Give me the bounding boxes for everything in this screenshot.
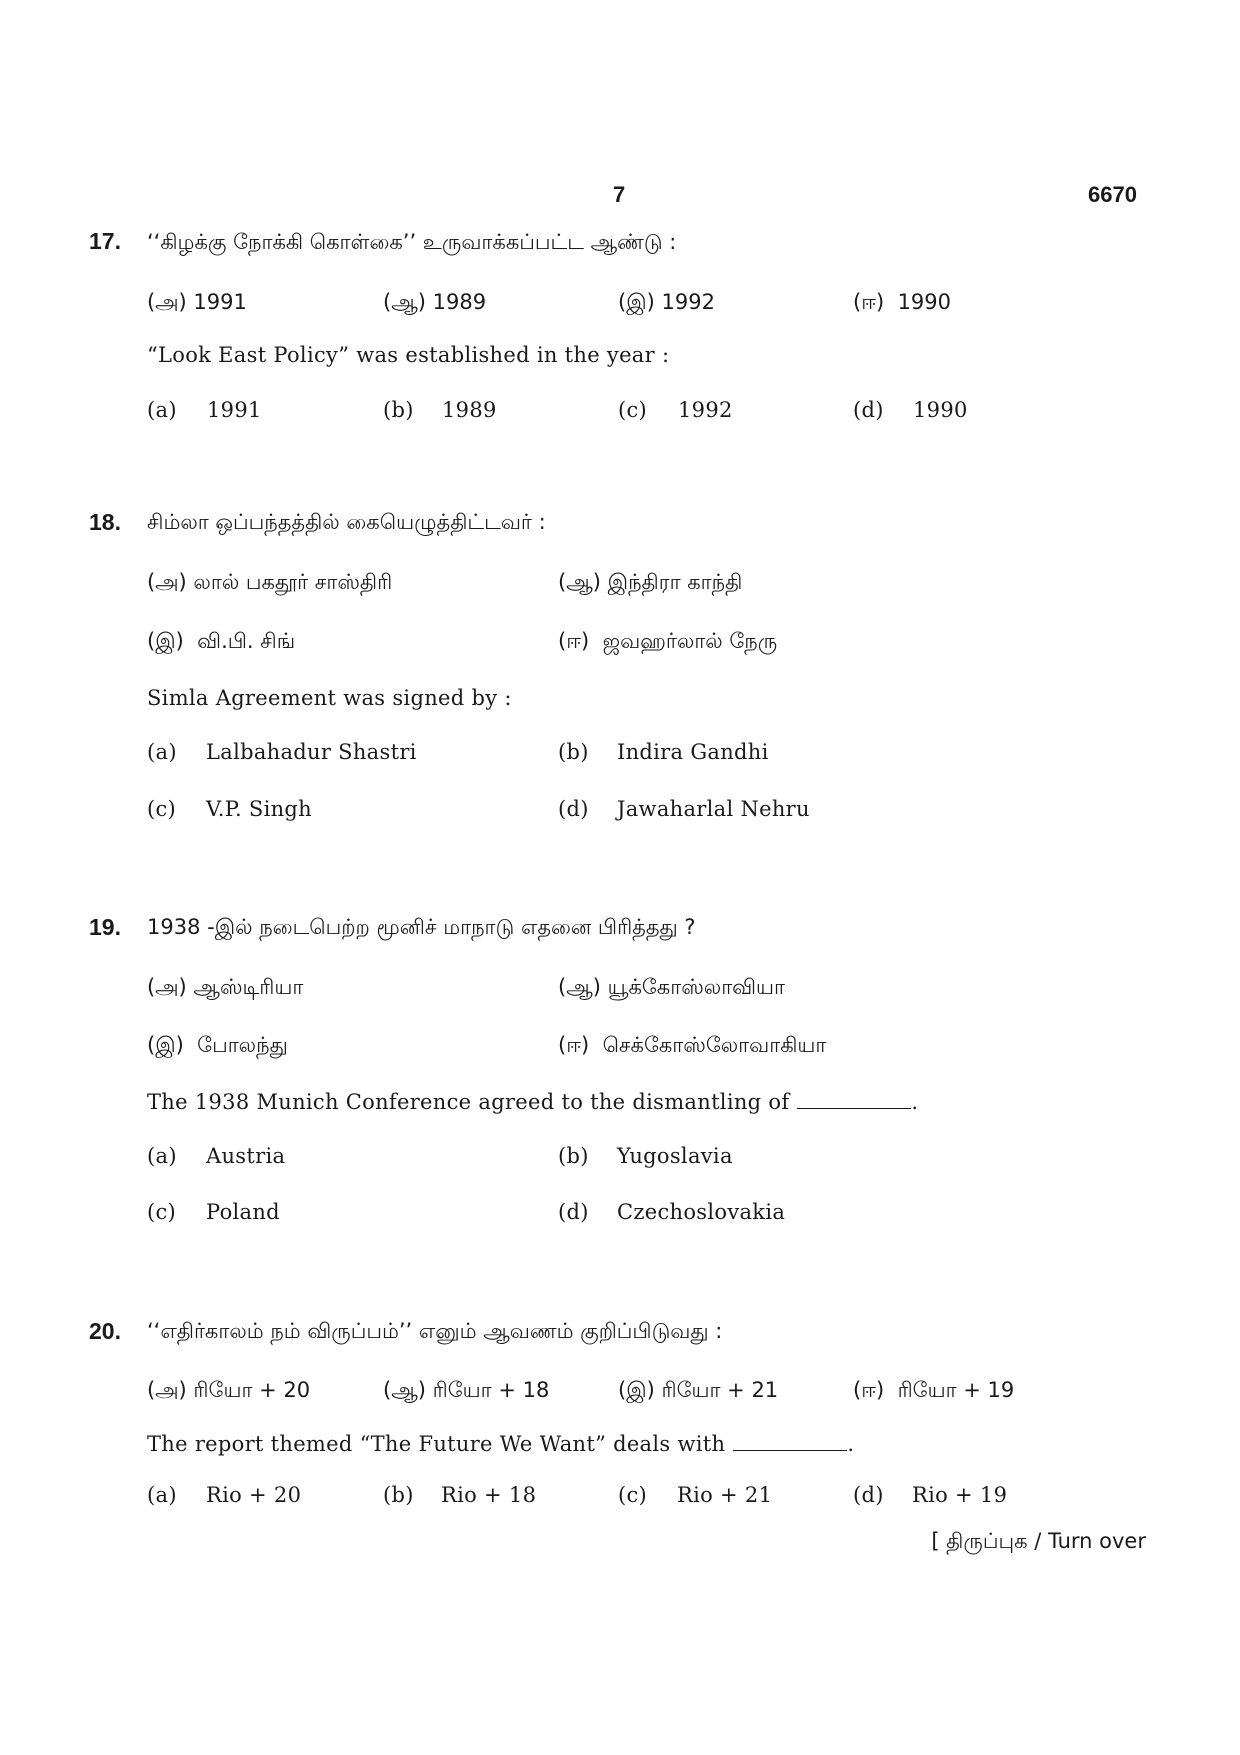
answer-blank (733, 1432, 847, 1451)
option-english-text: Rio + 18 (441, 1483, 537, 1507)
option-english-text: Yugoslavia (617, 1144, 733, 1168)
question-number: 20. (89, 1318, 121, 1344)
option-english-text: V.P. Singh (206, 797, 312, 821)
question-english: Simla Agreement was signed by : (147, 686, 512, 710)
option-tamil: (இ) வி.பி. சிங் (147, 629, 296, 653)
answer-blank (797, 1090, 911, 1109)
option-tamil: (அ) 1991 (147, 290, 247, 314)
option-english-text: 1990 (913, 398, 968, 422)
turn-over-note: [ திருப்புக / Turn over (931, 1529, 1146, 1553)
option-english-text: 1989 (442, 398, 497, 422)
page-number: 7 (613, 182, 626, 207)
option-tamil: (ஈ) ரியோ + 19 (853, 1378, 1015, 1402)
option-english-label: (d) (558, 1200, 589, 1224)
option-tamil: (இ) ரியோ + 21 (618, 1378, 779, 1402)
option-tamil: (அ) ரியோ + 20 (147, 1378, 311, 1402)
option-english-label: (b) (383, 1483, 414, 1507)
question-tamil: ‘‘எதிர்காலம் நம் விருப்பம்’’ எனும் ஆவணம் குறிப்பிடுவது : (147, 1319, 723, 1343)
option-english-label: (b) (558, 740, 589, 764)
question-english: The report themed “The Future We Want” deals with . (147, 1432, 855, 1456)
option-english-label: (c) (147, 1200, 177, 1224)
option-english-label: (a) (147, 740, 177, 764)
question-tamil: 1938 -இல் நடைபெற்ற மூனிச் மாநாடு எதனை பிரித்தது ? (147, 915, 696, 939)
option-english-text: Rio + 19 (912, 1483, 1008, 1507)
question-number: 18. (89, 509, 121, 535)
question-number: 19. (89, 914, 121, 940)
option-tamil: (ஆ) யூக்கோஸ்லாவியா (558, 975, 786, 999)
question-english: “Look East Policy” was established in the year : (147, 343, 670, 367)
option-english-label: (d) (853, 1483, 884, 1507)
option-english-text: Rio + 21 (677, 1483, 773, 1507)
option-tamil: (ஈ) ஜவஹர்லால் நேரு (558, 629, 778, 653)
option-english-text: Rio + 20 (206, 1483, 302, 1507)
option-english-label: (b) (558, 1144, 589, 1168)
option-english-label: (c) (147, 797, 177, 821)
option-tamil: (இ) போலந்து (147, 1033, 288, 1057)
option-english-text: Czechoslovakia (617, 1200, 786, 1224)
option-english-text: Poland (206, 1200, 280, 1224)
option-english-label: (d) (558, 797, 589, 821)
option-english-label: (b) (383, 398, 414, 422)
option-tamil: (ஆ) இந்திரா காந்தி (558, 570, 743, 594)
question-english: The 1938 Munich Conference agreed to the dismantling of . (147, 1090, 919, 1114)
option-tamil: (அ) ஆஸ்டிரியா (147, 975, 304, 999)
option-tamil: (ஈ) 1990 (853, 290, 952, 314)
option-english-text: Jawaharlal Nehru (617, 797, 810, 821)
option-english-text: Austria (206, 1144, 286, 1168)
question-tamil: ‘‘கிழக்கு நோக்கி கொள்கை’’ உருவாக்கப்பட்ட ஆண்டு : (147, 230, 677, 254)
option-english-text: Indira Gandhi (617, 740, 769, 764)
option-tamil: (ஆ) 1989 (383, 290, 487, 314)
option-tamil: (அ) லால் பகதூர் சாஸ்திரி (147, 570, 393, 594)
option-english-label: (a) (147, 1144, 177, 1168)
paper-code: 6670 (1088, 182, 1137, 207)
option-tamil: (ஈ) செக்கோஸ்லோவாகியா (558, 1033, 827, 1057)
question-tamil: சிம்லா ஒப்பந்தத்தில் கையெழுத்திட்டவர் : (147, 510, 546, 534)
option-tamil: (ஆ) ரியோ + 18 (383, 1378, 550, 1402)
option-tamil: (இ) 1992 (618, 290, 715, 314)
option-english-label: (c) (618, 1483, 648, 1507)
option-english-label: (a) (147, 1483, 177, 1507)
option-english-text: 1991 (207, 398, 262, 422)
question-number: 17. (89, 228, 121, 254)
option-english-text: Lalbahadur Shastri (206, 740, 417, 764)
option-english-label: (d) (853, 398, 884, 422)
option-english-label: (a) (147, 398, 177, 422)
option-english-label: (c) (618, 398, 648, 422)
option-english-text: 1992 (678, 398, 733, 422)
